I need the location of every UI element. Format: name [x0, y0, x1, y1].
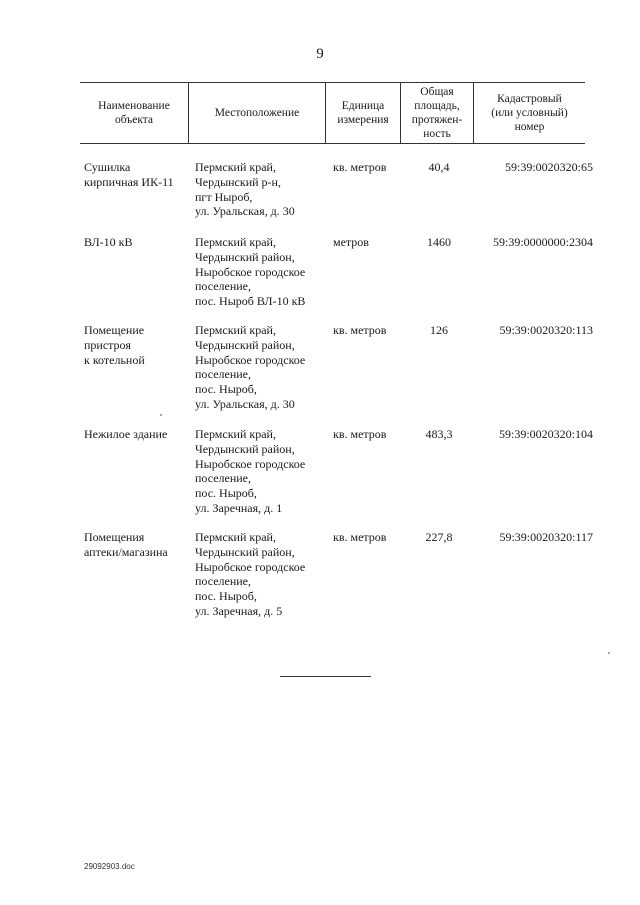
table-header-rule — [80, 143, 585, 144]
header-name: Наименование объекта — [98, 99, 170, 126]
object-area: 1460 — [427, 235, 451, 249]
object-location: Пермский край, Чердынский район, Ныробское городское поселение, пос. Ныроб, ул. Заречная, д. 5 — [195, 530, 306, 618]
object-name: Помещения аптеки/магазина — [84, 530, 168, 559]
object-location: Пермский край, Чердынский район, Ныробское городское поселение, пос. Ныроб, ул. Уральская, д. 30 — [195, 323, 306, 411]
page-number: 9 — [316, 46, 324, 62]
header-location: Местоположение — [214, 106, 300, 119]
file-name-footer: 29092903.doc — [84, 862, 135, 871]
header-cadastral: Кадастровый (или условный) номер — [491, 92, 568, 133]
object-unit: метров — [333, 235, 369, 249]
header-area: Общая площадь, протяжен- ность — [411, 85, 463, 140]
object-unit: кв. метров — [333, 160, 387, 174]
object-area: 483,3 — [425, 427, 453, 441]
object-name: ВЛ-10 кВ — [84, 235, 133, 249]
object-name: Сушилка кирпичная ИК-11 — [84, 160, 174, 189]
object-unit: кв. метров — [333, 323, 387, 337]
object-area: 40,4 — [428, 160, 450, 174]
object-location: Пермский край, Чердынский р-н, пгт Ныроб, ул. Уральская, д. 30 — [195, 160, 295, 219]
object-name: Нежилое здание — [84, 427, 168, 441]
object-unit: кв. метров — [333, 427, 387, 441]
object-cadastral-number: 59:39:0020320:104 — [498, 427, 593, 441]
object-location: Пермский край, Чердынский район, Ныробское городское поселение, пос. Ныроб ВЛ-10 кВ — [195, 235, 306, 309]
scan-speck — [608, 652, 610, 654]
header-unit: Единица измерения — [337, 99, 389, 126]
object-location: Пермский край, Чердынский район, Ныробское городское поселение, пос. Ныроб, ул. Заречная, д. 1 — [195, 427, 306, 515]
scan-speck — [160, 414, 162, 416]
closing-rule — [280, 676, 371, 677]
object-area: 126 — [430, 323, 448, 337]
object-area: 227,8 — [425, 530, 453, 544]
object-cadastral-number: 59:39:0020320:65 — [504, 160, 593, 174]
object-cadastral-number: 59:39:0000000:2304 — [492, 235, 593, 249]
object-cadastral-number: 59:39:0020320:113 — [499, 323, 593, 337]
object-cadastral-number: 59:39:0020320:117 — [499, 530, 593, 544]
object-name: Помещение пристроя к котельной — [84, 323, 145, 367]
object-unit: кв. метров — [333, 530, 387, 544]
